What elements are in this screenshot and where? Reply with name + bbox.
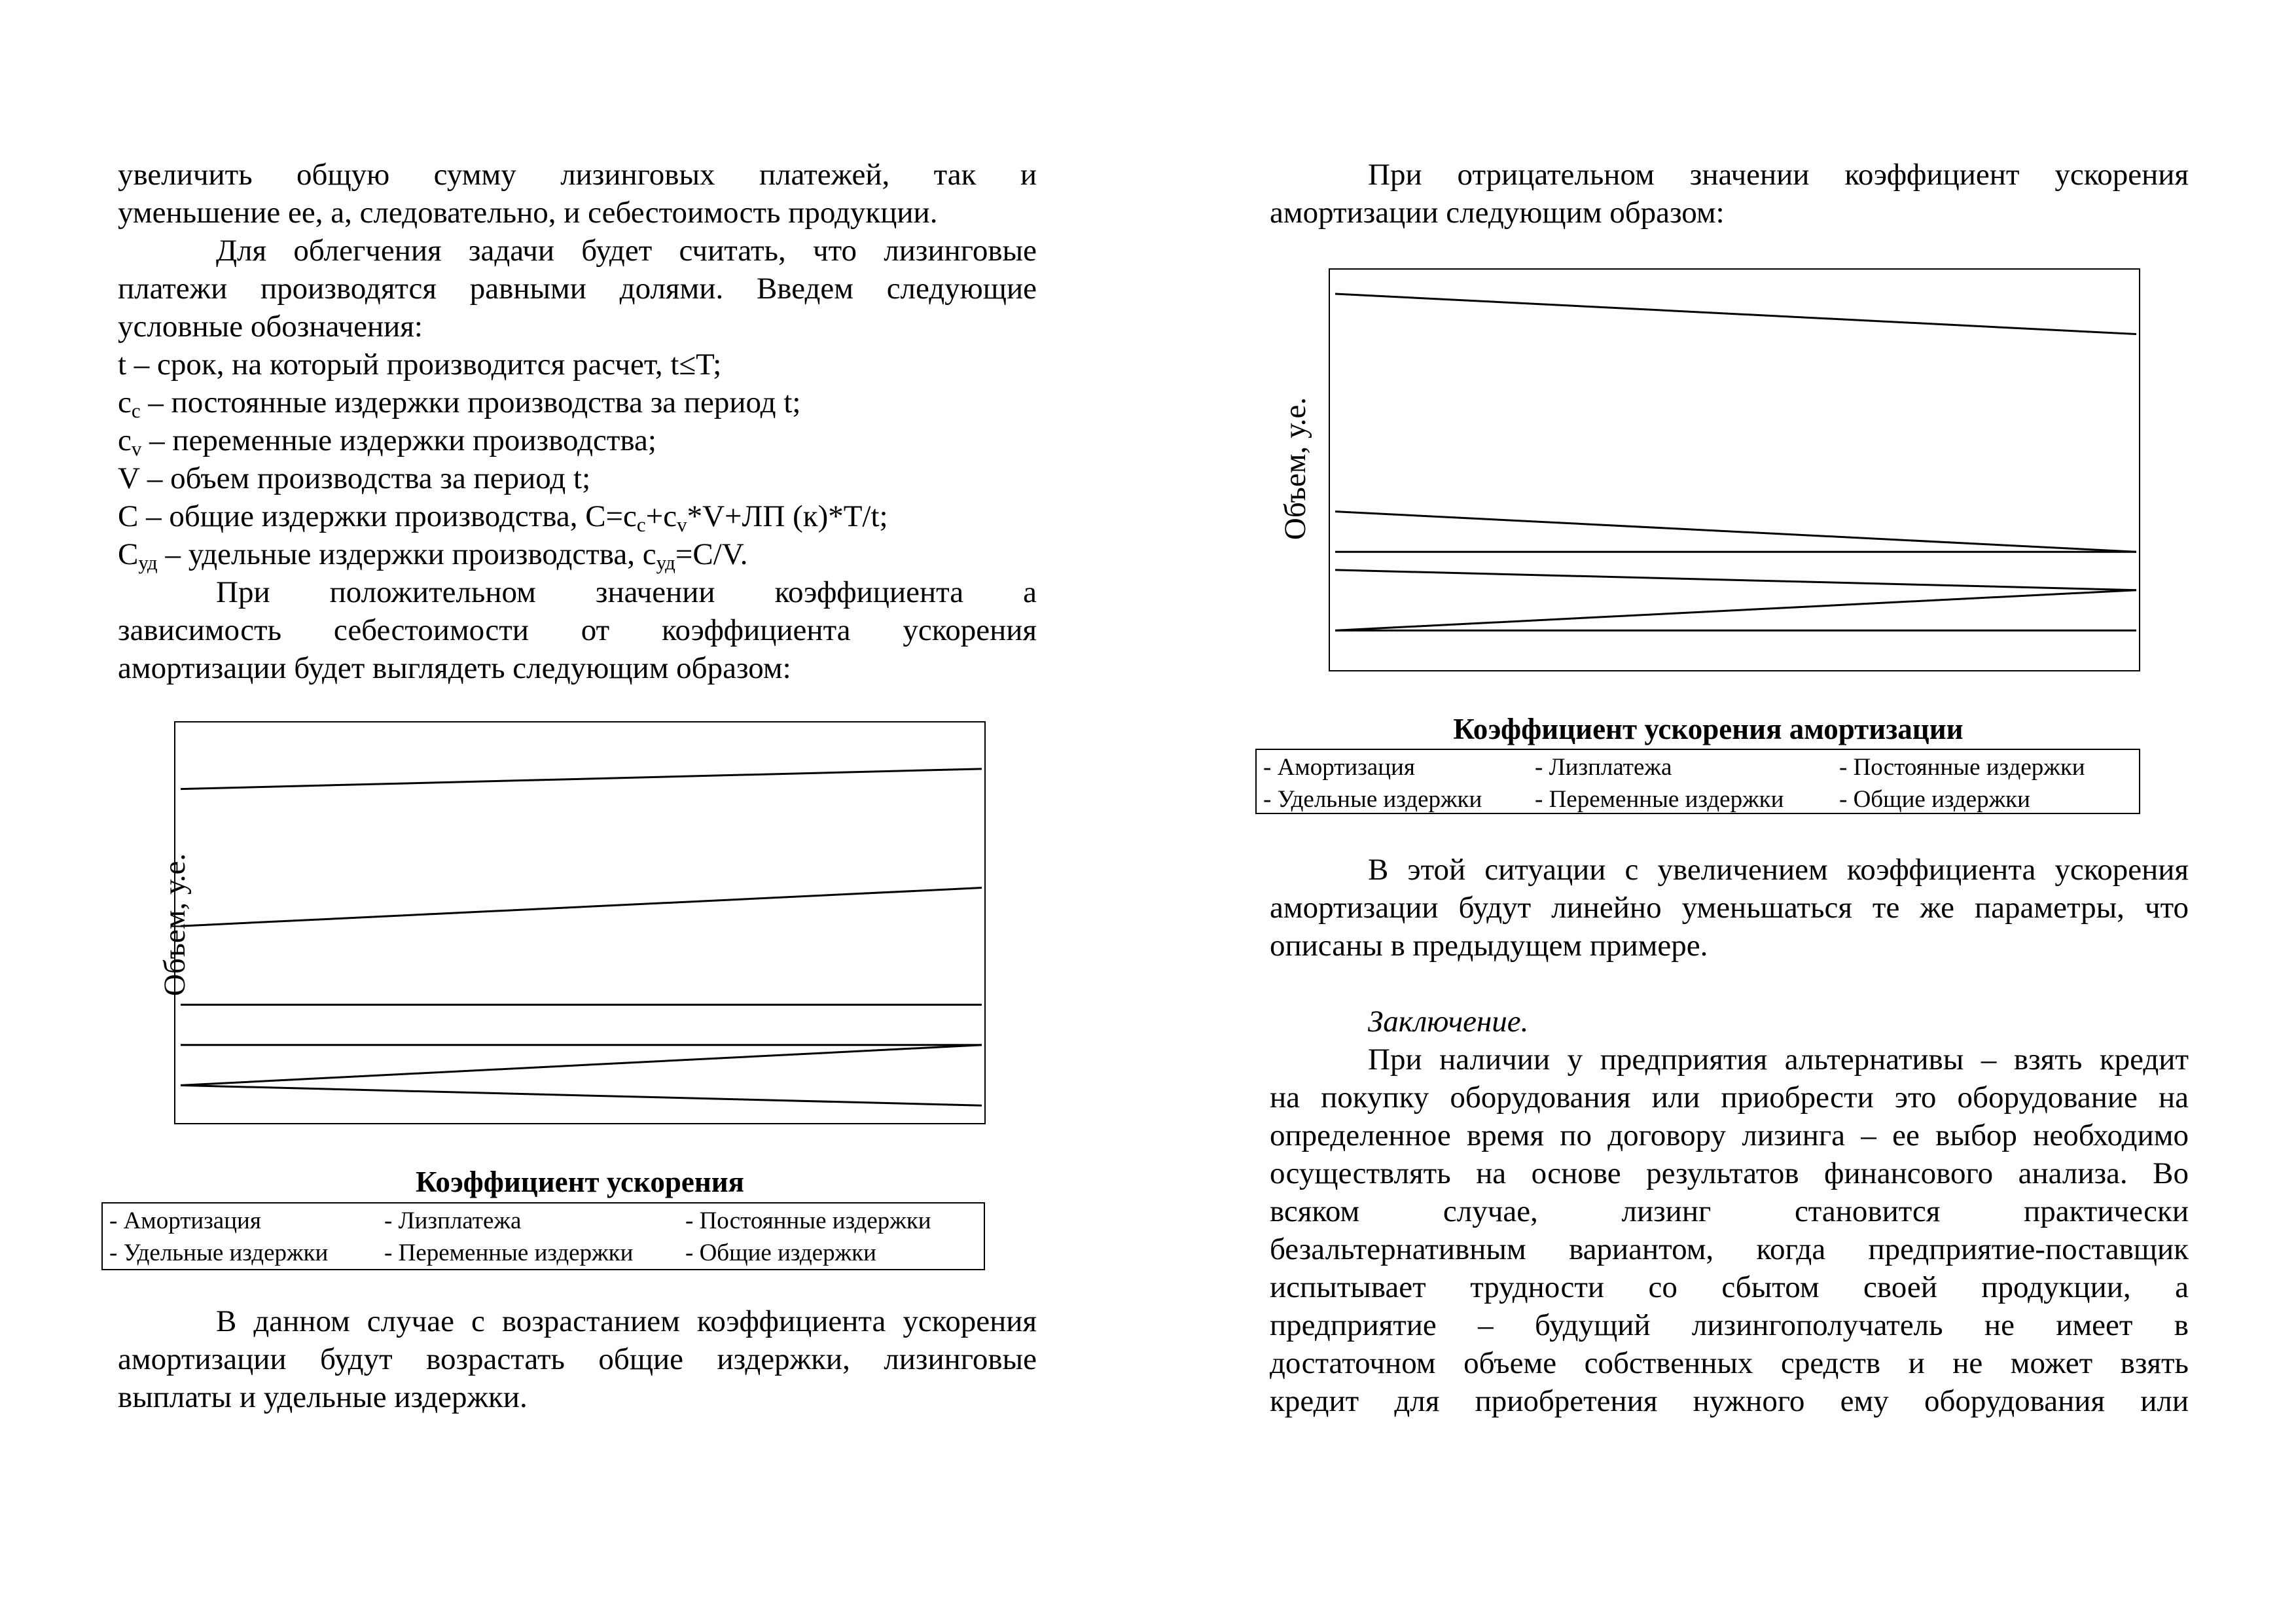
legend-item-amortization: - Амортизация: [1263, 754, 1415, 781]
text-line: амортизации будут возрастать общие издержки, лизинговые: [118, 1342, 1037, 1376]
text-line: осуществлять на основе результатов финансового анализа. Во: [1270, 1156, 2189, 1190]
right-page: [1263, 0, 2189, 1623]
text-line: условные обозначения:: [118, 310, 423, 344]
text-line: описаны в предыдущем примере.: [1270, 929, 1708, 963]
left-paragraph-1: [118, 156, 1037, 232]
chart-2-x-axis-label: Коэффициент ускорения амортизации: [1453, 713, 1964, 745]
text-line: достаточном объеме собственных средств и не может взять: [1270, 1346, 2189, 1380]
text-line: платежи производятся равными долями. Введем следующие: [118, 272, 1037, 306]
text-line: зависимость себестоимости от коэффициента ускорения: [118, 613, 1037, 647]
text-line: уменьшение ее, а, следовательно, и себестоимость продукции.: [118, 196, 938, 230]
text-line: определенное время по договору лизинга – ее выбор необходимо: [1270, 1118, 2189, 1152]
text-line: амортизации будут линейно уменьшаться те же параметры, что: [1270, 891, 2189, 925]
legend-item-leasing: - Лизплатежа: [384, 1207, 522, 1234]
legend-item-total-costs: - Общие издержки: [1839, 786, 2030, 813]
chart-1-plot-area: [174, 721, 986, 1124]
legend-row: [1263, 751, 2132, 783]
legend-item-variable-costs: - Переменные издержки: [384, 1240, 634, 1266]
text-line: увеличить общую сумму лизинговых платежей, так и: [118, 158, 1037, 192]
text-line: амортизации будет выглядеть следующим образом:: [118, 651, 791, 685]
legend-item-amortization: - Амортизация: [109, 1207, 261, 1234]
chart-1-legend: [101, 1202, 985, 1270]
text-line: всяком случае, лизинг становится практически: [1270, 1194, 2189, 1228]
text-line: безальтернативным вариантом, когда предприятие-поставщик: [1270, 1232, 2189, 1266]
series-line-5: [181, 1045, 982, 1086]
series-line-6: [181, 1085, 982, 1105]
text-line: кредит для приобретения нужного ему оборудования или: [1270, 1384, 2189, 1418]
text-line: В этой ситуации с увеличением коэффициента ускорения: [1368, 853, 2189, 887]
series-line-1: [1335, 294, 2136, 334]
legend-row: [109, 1237, 977, 1269]
legend-item-total-costs: - Общие издержки: [685, 1240, 876, 1266]
text-line: В данном случае с возрастанием коэффициента ускорения: [216, 1304, 1037, 1338]
legend-row: [1263, 783, 2132, 815]
chart-2-svg: [1330, 270, 2142, 673]
text-line: При наличии у предприятия альтернативы – взять кредит: [1368, 1043, 2189, 1077]
conclusion-heading: Заключение.: [1368, 1005, 1529, 1039]
legend-item-unit-costs: - Удельные издержки: [109, 1240, 329, 1266]
series-line-4: [1335, 570, 2136, 590]
legend-item-variable-costs: - Переменные издержки: [1535, 786, 1784, 813]
text-line: выплаты и удельные издержки.: [118, 1380, 528, 1414]
definitions-list: [118, 346, 1037, 573]
chart-2-legend: [1255, 749, 2140, 814]
definition-cud: $C_{уд}$ – удельные издержки производства, $c_{уд}=C/V$.: [118, 537, 748, 574]
chart-2-y-axis-label: Объем, у.е.: [1278, 397, 1312, 541]
legend-row: [109, 1205, 977, 1237]
chart-1-svg: [175, 722, 987, 1126]
left-paragraph-2: [118, 232, 1037, 346]
text-line: При отрицательном значении коэффициент ускорения: [1368, 158, 2189, 192]
chart-1-y-axis-label: Объем, у.е.: [158, 853, 192, 997]
chart-2-plot-area: [1329, 268, 2140, 671]
definition-t: t – срок, на который производится расчет, t≤T;: [118, 348, 722, 382]
left-paragraph-3: [118, 573, 1037, 687]
chart-1-x-axis-label: Коэффициент ускорения: [415, 1166, 745, 1198]
legend-item-fixed-costs: - Постоянные издержки: [1839, 754, 2085, 781]
left-page: [109, 0, 1037, 1623]
text-line: При положительном значении коэффициента а: [216, 575, 1037, 609]
text-line: амортизации следующим образом:: [1270, 196, 1725, 230]
series-line-5: [1335, 590, 2136, 631]
definition-cv: $c_v$ – переменные издержки производства;: [118, 423, 656, 460]
right-paragraph-2: [1270, 851, 2189, 965]
definition-cc: $c_c$ – постоянные издержки производства за период t;: [118, 385, 801, 422]
text-line: предприятие – будущий лизингополучатель не имеет в: [1270, 1308, 2189, 1342]
series-line-2: [1335, 512, 2136, 552]
text-line: испытывает трудности со сбытом своей продукции, а: [1270, 1270, 2189, 1304]
right-paragraph-1: [1270, 156, 2189, 232]
legend-item-fixed-costs: - Постоянные издержки: [685, 1207, 931, 1234]
definition-v: V – объем производства за период t;: [118, 461, 591, 495]
legend-item-leasing: - Лизплатежа: [1535, 754, 1672, 781]
left-paragraph-4: [118, 1302, 1037, 1416]
series-line-1: [181, 769, 982, 789]
conclusion-section: [1270, 1003, 2189, 1420]
legend-item-unit-costs: - Удельные издержки: [1263, 786, 1482, 813]
text-line: Для облегчения задачи будет считать, что лизинговые: [216, 234, 1037, 268]
definition-c: C – общие издержки производства, $C=c_c+c_v*V+ЛП$ (к)*T/t;: [118, 499, 888, 536]
series-line-2: [181, 888, 982, 927]
text-line: на покупку оборудования или приобрести это оборудование на: [1270, 1080, 2189, 1115]
